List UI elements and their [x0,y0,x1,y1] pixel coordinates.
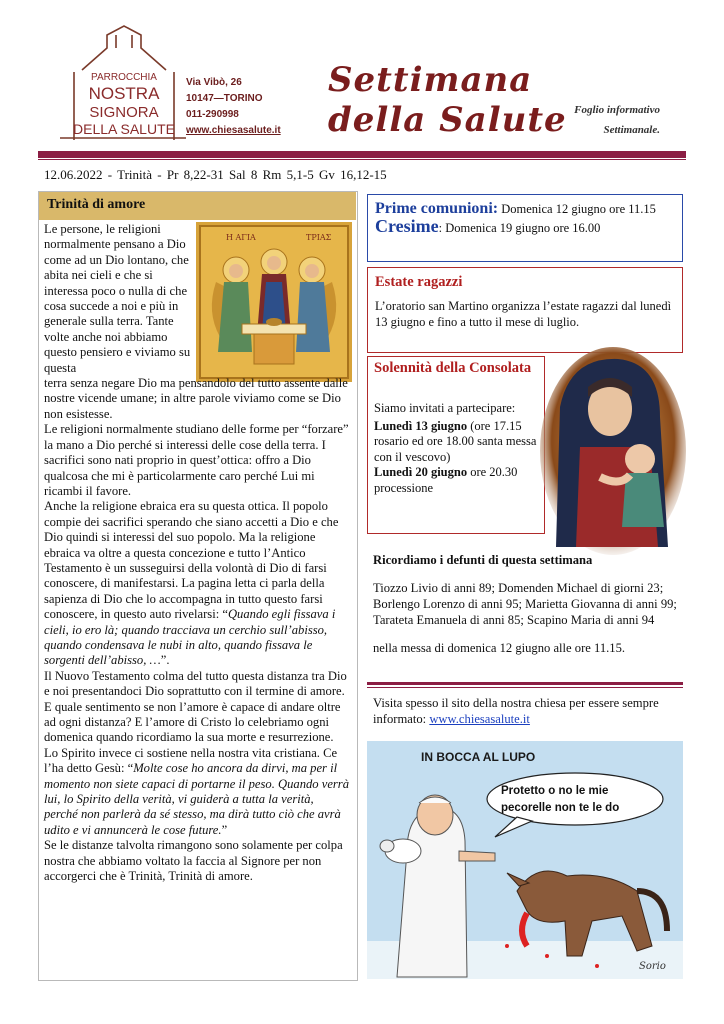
consolata-intro: Siamo invitati a partecipare: [374,401,516,415]
summer-camp-box [367,267,683,353]
article-body [44,222,350,884]
deceased-list: Tiozzo Livio di anni 89; Domenden Michael di giorni 23; Borlengo Lorenzo di anni 95; Marietta Giovanna di anni 99; Tarateta Emanuela di anni 85; Scapino Maria di anni 94 [373,581,677,627]
address: Via Vibò, 26 [186,77,242,88]
date-1-label: Lunedì 13 giugno [374,418,468,433]
contact-block [186,75,281,139]
p3-quote: Quando egli fissava i cieli, io ero là; quando tracciava un cerchio sull’abisso, quando condensava le nubi in alto, quando fissava le sorgenti dell’abisso, … [44,607,336,668]
article-paragraph-5: Se le distanze talvolta rimangono sono solamente per colpa nostra che abbiamo voltato la faccia al Signore per non accorgerci che è Trinità, Trinità di amore. [44,838,343,884]
section-divider [367,682,683,685]
consolata-title: Solennità della Consolata [374,360,532,376]
communions-label: Prime comunioni: [375,200,499,217]
parish-logo [52,20,192,150]
icon-caption-left: Η ΑΓΙΑ [226,233,256,242]
p4-text: Il Nuovo Testamento colma del tutto questa distanza tra Dio e noi presentandoci Dio soprattutto con il termine di amore. E quale sentimento se non l’amore è capace di andare oltre ad ogni distanza? E l’amore di Cristo lo celebriamo ogni domenica quando ricordiamo la sua morte e resurrezione. Lo Spirito invece ci sostiene nella nostra vita cristiana. Ce l’ha detto Gesù: “ [44,668,347,776]
phone: 011-290998 [186,109,239,120]
p4-end: ” [221,822,228,837]
date-2-label: Lunedì 20 giugno [374,465,468,479]
madonna-consolata-image [540,347,686,555]
visit-website-note [373,695,683,727]
bubble-line-2: pecorelle non te le do [501,802,620,814]
consolata-box [367,356,545,534]
foglio-line-1: Foglio informativo [574,104,660,116]
title-line-1: Settimana [328,60,533,100]
logo-line-1: PARROCCHIA [91,72,157,83]
communions-text: Domenica 12 giugno ore 11.15 [498,202,656,216]
deceased-title: Ricordiamo i defunti di questa settimana [373,553,593,567]
communions-box [367,194,683,262]
p3-text: Anche la religione ebraica era su questa ottica. Il popolo compie dei sacrifici sperando che siano accetti a Dio e che Dio quindi si interessi del suo popolo. Ma la religione ebraica va oltre a questa concezione e tutto l’Antico Testamento è un susseguirsi della volontà di Dio di farsi conoscere, di manifestarsi. La pagina letta ci parla della sapienza di Dio che lo accompagna in tutto questo farsi conoscere, in questo auto rivelarsi: “ [44,499,339,622]
article-paragraph-3 [44,499,350,668]
logo-line-3: SIGNORA [89,104,159,121]
date-2-text: ore 20.30 processione [374,465,518,495]
consolata-date-2 [374,465,542,496]
cartoon-signature: Sorio [639,961,666,972]
article-paragraph-1b: terra senza negare Dio ma pensandolo del tutto assente dalle nostre vicende umane; in altre parole viviamo come se Dio non esistesse. [44,376,348,421]
cartoon-title: IN BOCCA AL LUPO [421,750,536,764]
section-divider-thin [367,687,683,688]
title-line-2: della Salute [328,100,567,140]
icon-caption-right: ΤΡΙΑΣ [306,233,332,242]
deceased-mass: nella messa di domenica 12 giugno alle ore 11.15. [373,641,626,655]
bubble-line-1: Protetto o no le mie [501,785,609,797]
newsletter-title [328,60,567,140]
summer-camp-title: Estate ragazzi [375,274,463,290]
cartoon-image [367,741,683,979]
visit-text: Visita spesso il sito della nostra chiesa per essere sempre informato: [373,696,659,726]
date-1-text: (ore 17.15 rosario ed ore 18.00 santa messa con il vescovo) [374,418,537,464]
logo-line-4: DELLA SALUTE [73,121,175,137]
consolata-date-1 [374,419,542,466]
cap-city: 10147—TORINO [186,93,263,104]
foglio-line-2: Settimanale. [603,124,660,136]
article-title: Trinità di amore [47,197,146,212]
article-paragraph-1a: Le persone, le religioni normalmente pensano a Dio come ad un Dio lontano, che abita nei cieli e che si interessa poco o nulla di che cosa succede a noi e più in generale sulla terra. Tante volte anche noi abbiamo questo pensiero e viviamo su questa [44,222,191,375]
p3-end: ”. [160,653,170,668]
foglio-informativo [560,100,660,140]
article-paragraph-4 [44,669,350,838]
liturgy-readings: 12.06.2022 - Trinità - Pr 8,22-31 Sal 8 Rm 5,1-5 Gv 16,12-15 [44,167,387,182]
confirmations-label: Cresime [375,216,439,236]
article-header [39,192,356,220]
deceased-section [373,552,683,656]
header-divider [38,151,686,158]
article-paragraph-2: Le religioni normalmente studiano delle forme per “forzare” la mano a Dio perché si interessi delle cose della terra. I sacrifici sono nati proprio in quest’ottica: offro a Dio qualcosa che mi è particolarmente caro perché Lui mi ricambi il favore. [44,422,349,498]
p4-quote: Molte cose ho ancora da dirvi, ma per il momento non siete capaci di portarne il peso. Quando verrà lui, lo Spirito della verità, vi guiderà a tutta la verità, perché non parlerà da sé stesso, ma dirà tutto ciò che avrà udito e vi annuncerà le cose future. [44,761,350,837]
logo-line-2: NOSTRA [88,84,160,103]
visit-link[interactable]: www.chiesasalute.it [429,712,530,726]
header-divider-thin [38,159,686,160]
summer-camp-text: L’oratorio san Martino organizza l’estate ragazzi dal lunedì 13 giugno e fino a tutto il mese di luglio. [375,299,672,329]
website-link[interactable]: www.chiesasalute.it [186,125,281,136]
confirmations-text: : Domenica 19 giugno ore 16.00 [438,221,601,235]
